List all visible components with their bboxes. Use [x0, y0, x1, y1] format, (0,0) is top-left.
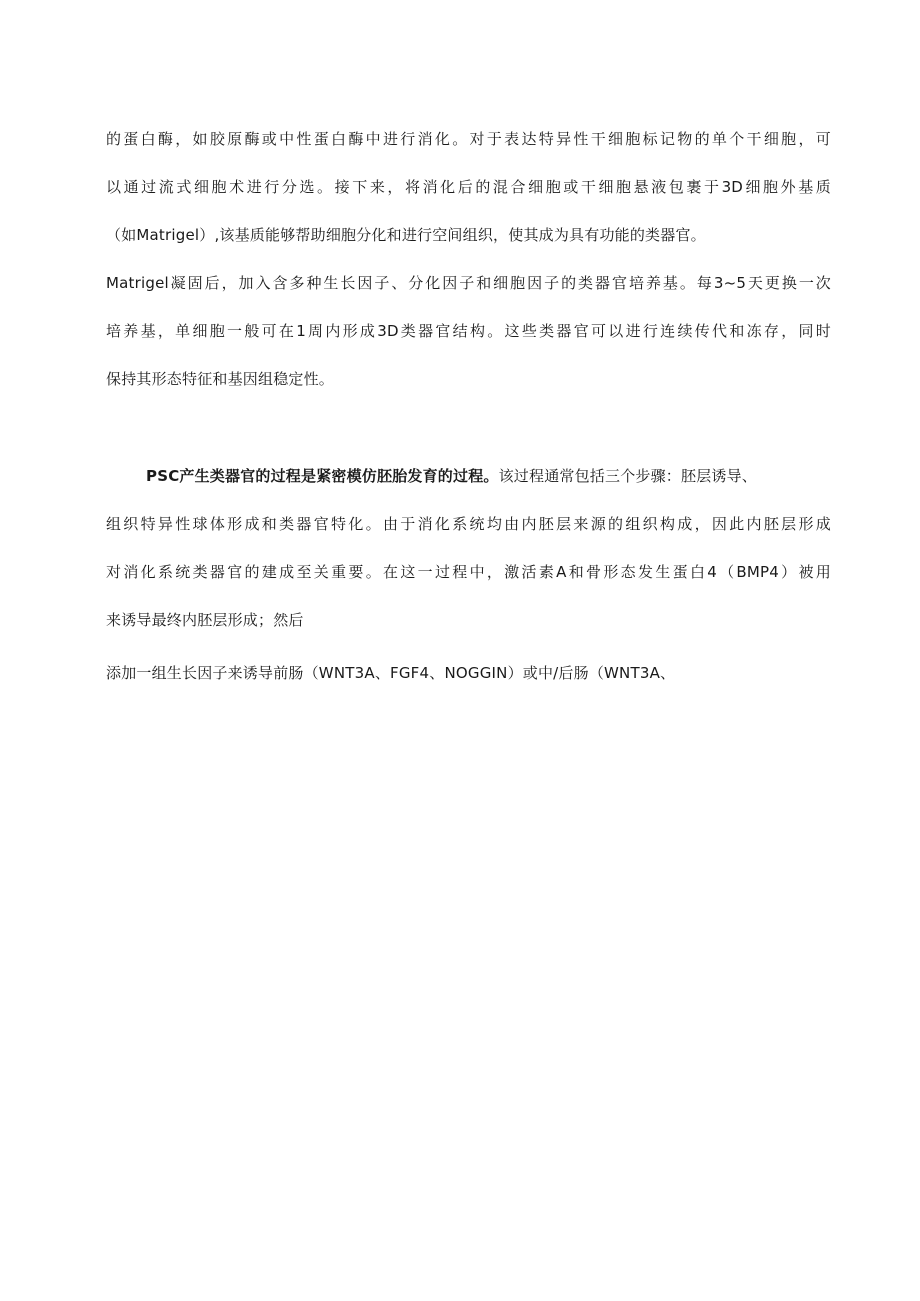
paragraph2-line-3: 对消化系统类器官的建成至关重要。在这一过程中，激活素A和骨形态发生蛋白4（BMP4）被用	[106, 563, 831, 581]
paragraph1-line-4: Matrigel凝固后，加入含多种生长因子、分化因子和细胞因子的类器官培养基。每3~5天更换一次	[106, 274, 831, 292]
paragraph1-line-3: （如Matrigel）,该基质能够帮助细胞分化和进行空间组织，使其成为具有功能的类器官。	[106, 226, 706, 244]
paragraph1-line-6: 保持其形态特征和基因组稳定性。	[106, 370, 335, 388]
paragraph2-line-1	[146, 466, 831, 486]
paragraph2-lead-bold: PSC产生类器官的过程是紧密模仿胚胎发育的过程。	[146, 467, 499, 485]
paragraph1-line-2: 以通过流式细胞术进行分选。接下来，将消化后的混合细胞或干细胞悬液包裹于3D细胞外基质	[106, 178, 831, 196]
paragraph2-line-4: 来诱导最终内胚层形成；然后	[106, 611, 304, 629]
paragraph1-line-5: 培养基，单细胞一般可在1周内形成3D类器官结构。这些类器官可以进行连续传代和冻存，同时	[106, 322, 831, 340]
paragraph3-line-1: 添加一组生长因子来诱导前肠（WNT3A、FGF4、NOGGIN）或中/后肠（WNT3A、	[106, 664, 676, 682]
paragraph1-line-1: 的蛋白酶，如胶原酶或中性蛋白酶中进行消化。对于表达特异性干细胞标记物的单个干细胞，可	[106, 130, 831, 148]
paragraph2-line-2: 组织特异性球体形成和类器官特化。由于消化系统均由内胚层来源的组织构成，因此内胚层形成	[106, 515, 831, 533]
paragraph2-lead-rest: 该过程通常包括三个步骤：胚层诱导、	[498, 467, 758, 485]
